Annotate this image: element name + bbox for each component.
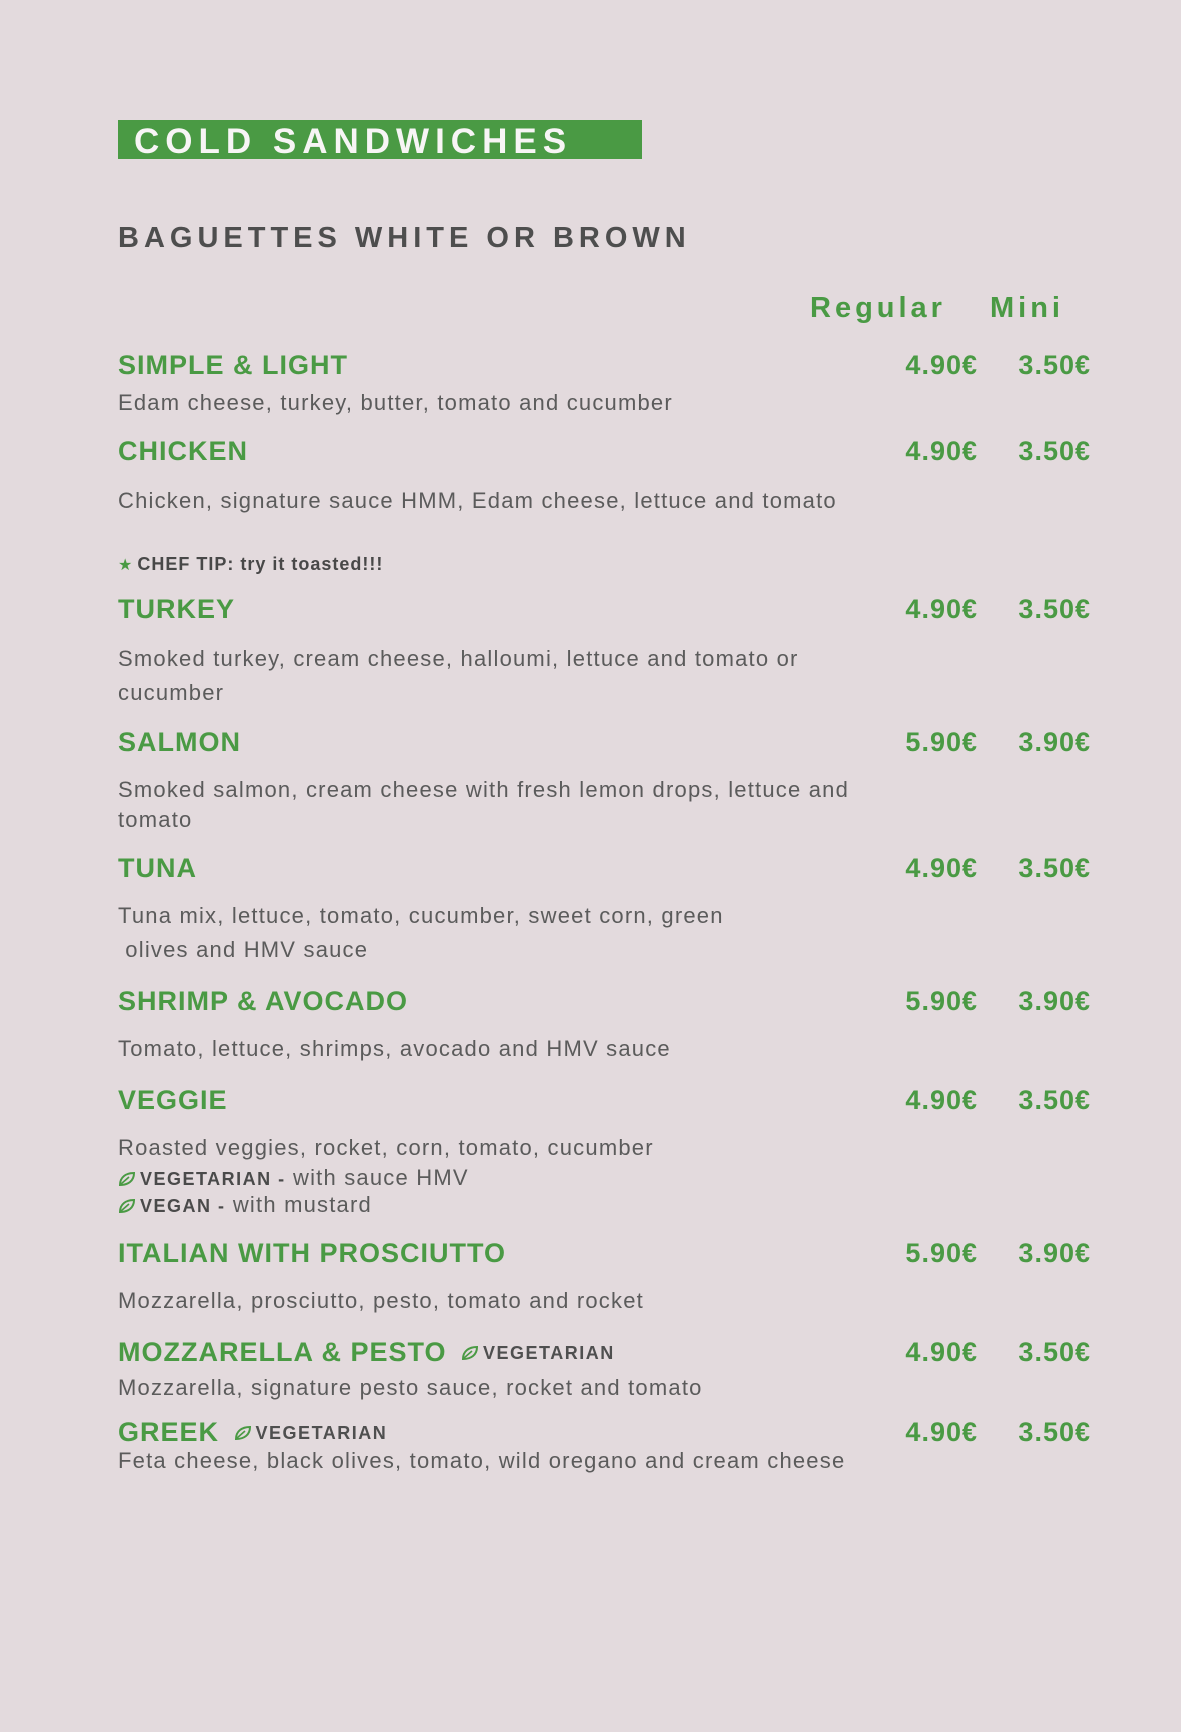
price-mini: 3.50€: [1018, 853, 1091, 883]
leaf-icon: [461, 1345, 479, 1361]
price-mini: 3.50€: [1018, 594, 1091, 624]
item-description: Smoked turkey, cream cheese, halloumi, lettuce and tomato or cucumber: [118, 646, 799, 705]
leaf-icon: [234, 1425, 252, 1441]
price-mini: 3.50€: [1018, 436, 1091, 466]
vegetarian-tag: VEGETARIAN: [461, 1343, 615, 1363]
item-description: Roasted veggies, rocket, corn, tomato, cucumber: [118, 1135, 654, 1160]
price-regular: 4.90€: [905, 1085, 978, 1115]
price-regular: 4.90€: [905, 853, 978, 883]
section-subtitle: BAGUETTES WHITE OR BROWN: [118, 222, 691, 254]
item-description: Edam cheese, turkey, butter, tomato and cucumber: [118, 390, 673, 415]
price-mini: 3.90€: [1018, 986, 1091, 1016]
chef-tip: ★ CHEF TIP: try it toasted!!!: [118, 554, 384, 574]
price-mini: 3.90€: [1018, 1238, 1091, 1268]
star-icon: ★: [118, 557, 134, 574]
item-description: Mozzarella, prosciutto, pesto, tomato and rocket: [118, 1288, 644, 1313]
price-regular: 4.90€: [905, 436, 978, 466]
column-header-regular: Regular: [810, 292, 946, 324]
item-name: MOZZARELLA & PESTO VEGETARIAN: [118, 1337, 615, 1367]
item-description-line-2: olives and HMV sauce: [118, 937, 369, 962]
price-regular: 4.90€: [905, 1337, 978, 1367]
price-regular: 5.90€: [905, 1238, 978, 1268]
item-description: Mozzarella, signature pesto sauce, rocket and tomato: [118, 1375, 703, 1400]
variant-vegan: VEGAN - with mustard: [118, 1192, 372, 1218]
item-name: VEGGIE: [118, 1085, 228, 1115]
vegetarian-tag: VEGETARIAN: [234, 1423, 388, 1443]
price-mini: 3.50€: [1018, 350, 1091, 380]
item-name: SALMON: [118, 727, 241, 757]
column-header-mini: Mini: [990, 292, 1064, 324]
price-mini: 3.50€: [1018, 1417, 1091, 1447]
item-name: SHRIMP & AVOCADO: [118, 986, 409, 1016]
item-name: SIMPLE & LIGHT: [118, 350, 348, 380]
variant-vegetarian: VEGETARIAN - with sauce HMV: [118, 1165, 469, 1191]
item-name: TURKEY: [118, 594, 236, 624]
price-mini: 3.90€: [1018, 727, 1091, 757]
item-name: CHICKEN: [118, 436, 249, 466]
price-regular: 4.90€: [905, 1417, 978, 1447]
item-description: Smoked salmon, cream cheese with fresh lemon drops, lettuce and tomato: [118, 777, 850, 832]
item-description: Tomato, lettuce, shrimps, avocado and HMV sauce: [118, 1036, 671, 1061]
item-name: GREEK VEGETARIAN: [118, 1417, 388, 1447]
item-description-line-1: Tuna mix, lettuce, tomato, cucumber, sweet corn, green: [118, 903, 724, 928]
price-regular: 5.90€: [905, 986, 978, 1016]
leaf-icon: [118, 1198, 136, 1214]
price-regular: 4.90€: [905, 594, 978, 624]
price-mini: 3.50€: [1018, 1337, 1091, 1367]
section-banner: COLD SANDWICHES: [118, 120, 642, 159]
price-regular: 5.90€: [905, 727, 978, 757]
item-name: ITALIAN WITH PROSCIUTTO: [118, 1238, 506, 1268]
price-mini: 3.50€: [1018, 1085, 1091, 1115]
item-description: Chicken, signature sauce HMM, Edam cheese, lettuce and tomato: [118, 488, 837, 513]
item-description: Feta cheese, black olives, tomato, wild oregano and cream cheese: [118, 1448, 846, 1473]
price-regular: 4.90€: [905, 350, 978, 380]
item-name: TUNA: [118, 853, 197, 883]
leaf-icon: [118, 1171, 136, 1187]
